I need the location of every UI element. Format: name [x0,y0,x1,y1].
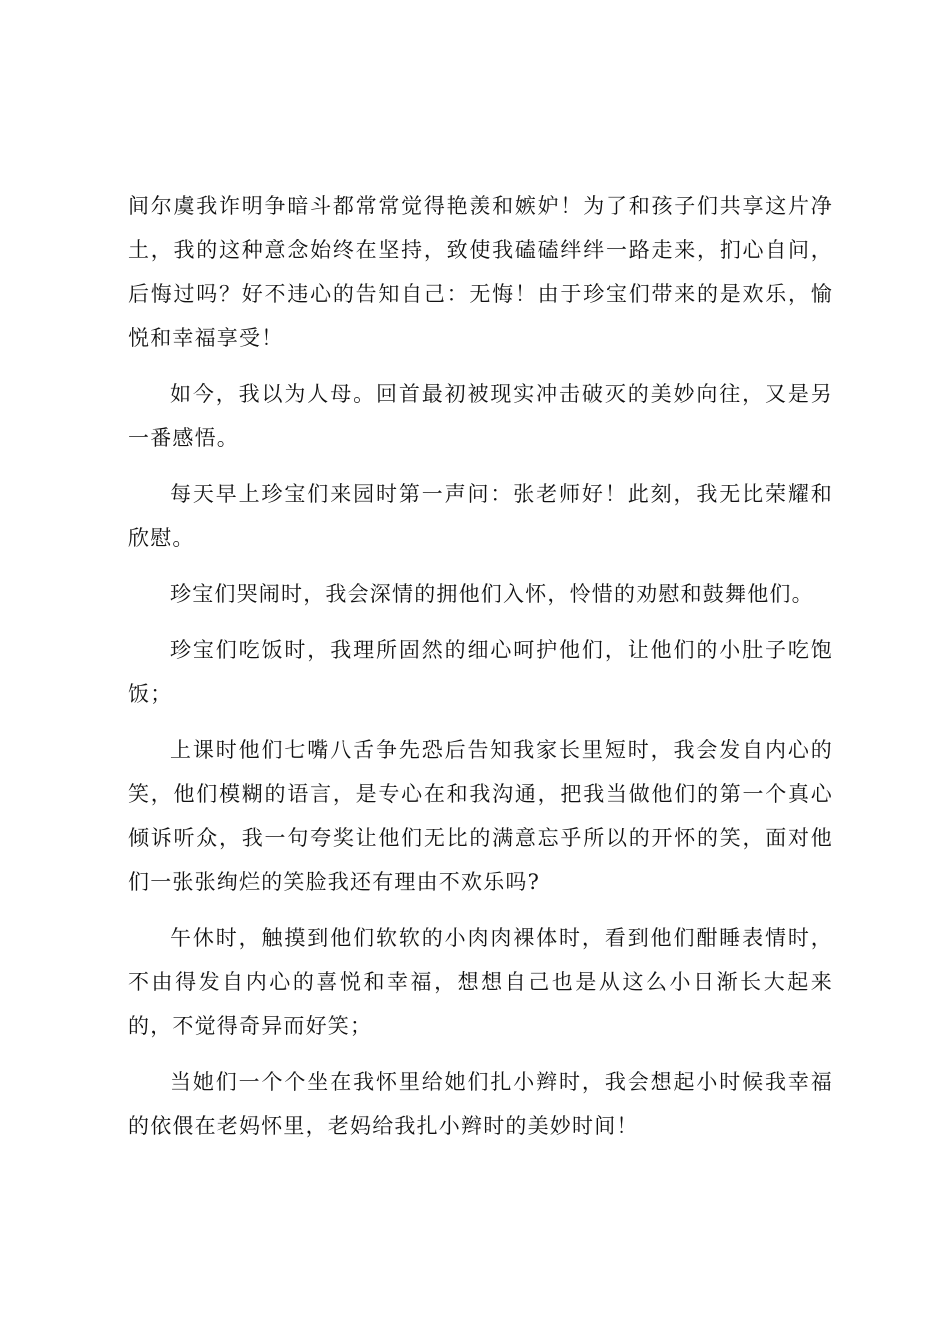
paragraph: 上课时他们七嘴八舌争先恐后告知我家长里短时，我会发自内心的笑，他们模糊的语言，是专心在和我沟通，把我当做他们的第一个真心倾诉听众，我一句夸奖让他们无比的满意忘乎所以的开怀的笑，面对他们一张张绚烂的笑脸我还有理由不欢乐吗? [128,738,833,894]
document-body [128,184,833,1160]
paragraph: 珍宝们哭闹时，我会深情的拥他们入怀，怜惜的劝慰和鼓舞他们。 [170,582,814,606]
paragraph: 珍宝们吃饭时，我理所固然的细心呵护他们，让他们的小肚子吃饱饭； [128,638,833,706]
paragraph-continuation: 间尔虞我诈明争暗斗都常常觉得艳羡和嫉妒！为了和孩子们共享这片净土，我的这种意念始终在坚持，致使我磕磕绊绊一路走来，扪心自问，后悔过吗？好不违心的告知自己：无悔！由于珍宝们带来的是欢乐，愉悦和幸福享受！ [128,194,833,350]
paragraph: 每天早上珍宝们来园时第一声问：张老师好！此刻，我无比荣耀和欣慰。 [128,482,833,550]
paragraph: 午休时，触摸到他们软软的小肉肉裸体时，看到他们酣睡表情时，不由得发自内心的喜悦和幸福，想想自己也是从这么小日渐长大起来的，不觉得奇异而好笑； [128,926,833,1038]
paragraph: 当她们一个个坐在我怀里给她们扎小辫时，我会想起小时候我幸福的依偎在老妈怀里，老妈给我扎小辫时的美妙时间！ [128,1070,833,1138]
paragraph: 如今，我以为人母。回首最初被现实冲击破灭的美妙向往，又是另一番感悟。 [128,382,833,450]
